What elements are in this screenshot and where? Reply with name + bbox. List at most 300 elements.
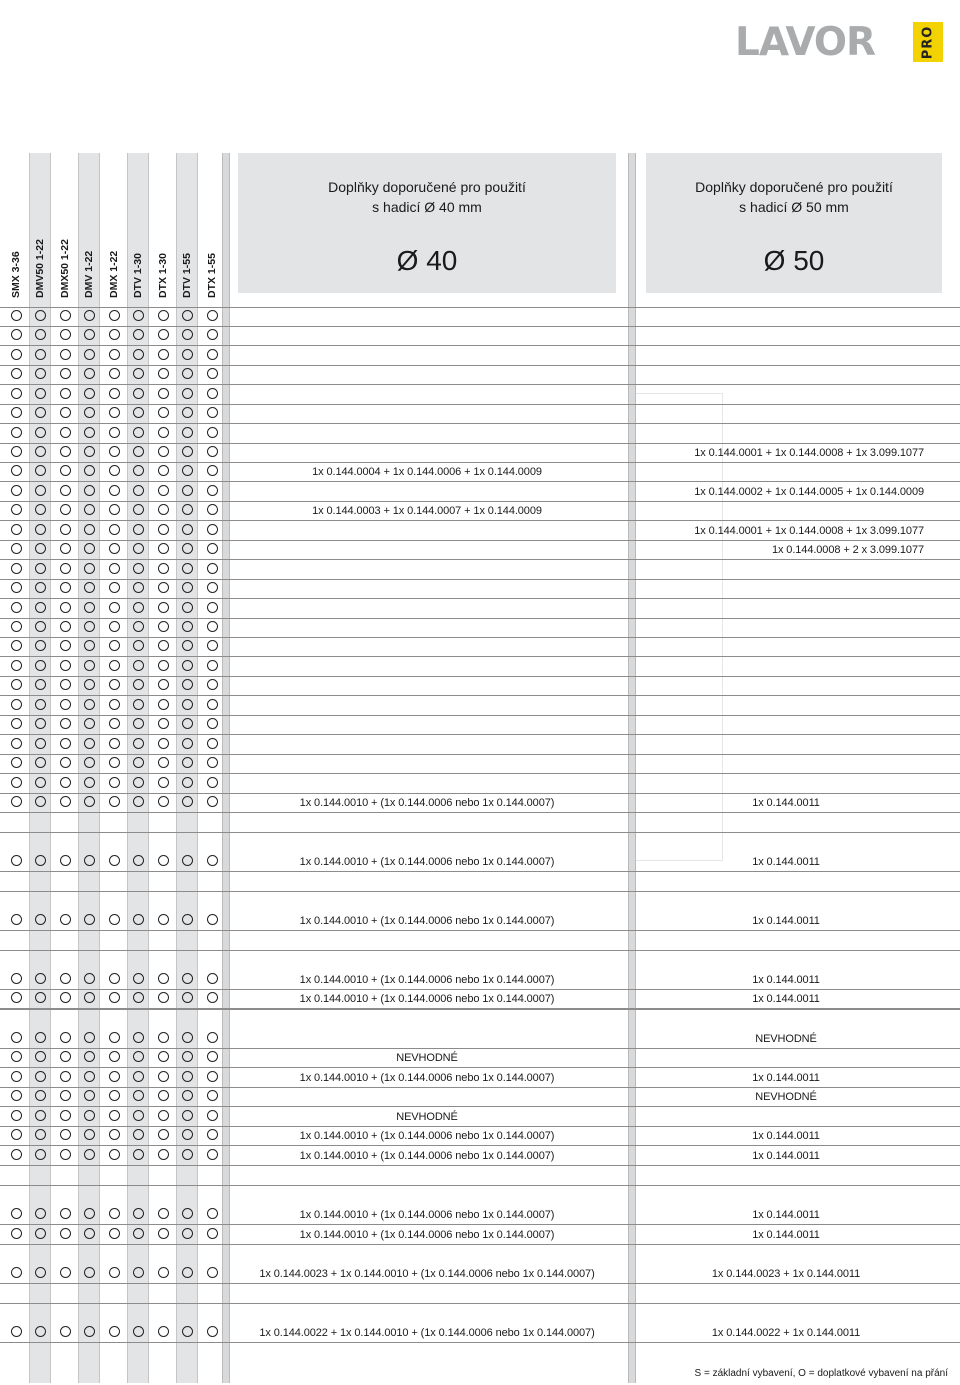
option-mark-icon — [28, 992, 53, 1003]
option-mark-icon — [151, 1267, 176, 1278]
option-mark-icon — [175, 329, 200, 340]
option-mark-icon — [102, 914, 127, 925]
option-mark-icon — [102, 602, 127, 613]
option-mark-icon — [4, 796, 29, 807]
table-row — [0, 794, 960, 813]
option-mark-icon — [126, 621, 151, 632]
option-mark-icon — [77, 1032, 102, 1043]
option-mark-icon — [151, 1090, 176, 1101]
option-mark-icon — [200, 1208, 225, 1219]
option-mark-icon — [4, 407, 29, 418]
option-mark-icon — [102, 1267, 127, 1278]
option-mark-icon — [175, 582, 200, 593]
accessory-d50: 1x 0.144.0011 — [752, 993, 820, 1005]
model-header: DMV 1-22 — [83, 250, 95, 298]
option-mark-icon — [77, 777, 102, 788]
option-mark-icon — [175, 718, 200, 729]
option-mark-icon — [102, 1149, 127, 1160]
option-mark-icon — [4, 679, 29, 690]
accessory-d40: 1x 0.144.0010 + (1x 0.144.0006 nebo 1x 0.144.0007) — [299, 1130, 555, 1142]
option-mark-icon — [53, 1326, 78, 1337]
option-mark-icon — [200, 1051, 225, 1062]
option-mark-icon — [53, 427, 78, 438]
option-mark-icon — [28, 660, 53, 671]
option-mark-icon — [53, 1129, 78, 1140]
option-mark-icon — [77, 602, 102, 613]
option-mark-icon — [200, 914, 225, 925]
option-mark-icon — [28, 1032, 53, 1043]
option-mark-icon — [200, 563, 225, 574]
option-mark-icon — [151, 349, 176, 360]
accessory-d50: 1x 0.144.0001 + 1x 0.144.0008 + 1x 3.099.1077 — [694, 447, 924, 459]
option-mark-icon — [126, 329, 151, 340]
option-mark-icon — [77, 679, 102, 690]
table-row — [0, 775, 960, 794]
brand-badge: PRO — [913, 22, 943, 62]
table-row — [0, 619, 960, 638]
option-mark-icon — [151, 388, 176, 399]
accessory-d50: 1x 0.144.0011 — [752, 797, 820, 809]
option-mark-icon — [175, 621, 200, 632]
option-mark-icon — [77, 563, 102, 574]
option-mark-icon — [102, 1129, 127, 1140]
option-mark-icon — [200, 524, 225, 535]
option-mark-icon — [102, 679, 127, 690]
option-mark-icon — [28, 777, 53, 788]
table-row — [0, 327, 960, 346]
option-mark-icon — [200, 1032, 225, 1043]
option-mark-icon — [126, 504, 151, 515]
option-mark-icon — [200, 1090, 225, 1101]
accessory-d40: 1x 0.144.0010 + (1x 0.144.0006 nebo 1x 0.144.0007) — [299, 1072, 555, 1084]
option-mark-icon — [126, 1090, 151, 1101]
option-mark-icon — [28, 485, 53, 496]
option-mark-icon — [175, 640, 200, 651]
option-mark-icon — [151, 992, 176, 1003]
option-mark-icon — [28, 329, 53, 340]
option-mark-icon — [151, 407, 176, 418]
option-mark-icon — [102, 465, 127, 476]
option-mark-icon — [126, 563, 151, 574]
accessory-d40: NEVHODNÉ — [396, 1111, 458, 1123]
option-mark-icon — [200, 485, 225, 496]
option-mark-icon — [53, 796, 78, 807]
option-mark-icon — [53, 738, 78, 749]
option-mark-icon — [28, 796, 53, 807]
option-mark-icon — [151, 310, 176, 321]
row-separator — [0, 832, 960, 833]
model-header: SMX 3-36 — [10, 251, 22, 298]
option-mark-icon — [200, 1110, 225, 1121]
option-mark-icon — [151, 524, 176, 535]
option-mark-icon — [28, 310, 53, 321]
option-mark-icon — [151, 1110, 176, 1121]
table-row — [0, 1147, 960, 1166]
option-mark-icon — [200, 855, 225, 866]
option-mark-icon — [4, 543, 29, 554]
option-mark-icon — [175, 1090, 200, 1101]
option-mark-icon — [200, 1326, 225, 1337]
model-header: DMX50 1-22 — [59, 239, 71, 298]
option-mark-icon — [28, 1110, 53, 1121]
table-row — [0, 308, 960, 327]
accessory-d40: 1x 0.144.0010 + (1x 0.144.0006 nebo 1x 0.144.0007) — [299, 1150, 555, 1162]
option-mark-icon — [175, 368, 200, 379]
option-mark-icon — [175, 992, 200, 1003]
option-mark-icon — [102, 718, 127, 729]
option-mark-icon — [126, 543, 151, 554]
option-mark-icon — [77, 914, 102, 925]
option-mark-icon — [151, 660, 176, 671]
option-mark-icon — [102, 1326, 127, 1337]
option-mark-icon — [126, 679, 151, 690]
option-mark-icon — [77, 446, 102, 457]
accessory-d40: 1x 0.144.0010 + (1x 0.144.0006 nebo 1x 0.144.0007) — [299, 974, 555, 986]
option-mark-icon — [151, 699, 176, 710]
option-mark-icon — [28, 757, 53, 768]
option-mark-icon — [151, 329, 176, 340]
header-d40-line2: s hadicí Ø 40 mm — [372, 199, 482, 215]
option-mark-icon — [102, 1071, 127, 1082]
option-mark-icon — [53, 973, 78, 984]
table-row — [0, 425, 960, 444]
table-row — [0, 444, 960, 463]
option-mark-icon — [102, 1110, 127, 1121]
model-header: DTX 1-55 — [206, 253, 218, 298]
option-mark-icon — [53, 407, 78, 418]
option-mark-icon — [4, 777, 29, 788]
option-mark-icon — [126, 660, 151, 671]
table-row — [0, 1127, 960, 1146]
option-mark-icon — [28, 427, 53, 438]
accessory-d40: 1x 0.144.0023 + 1x 0.144.0010 + (1x 0.144.0006 nebo 1x 0.144.0007) — [259, 1268, 595, 1280]
option-mark-icon — [126, 914, 151, 925]
option-mark-icon — [151, 563, 176, 574]
option-mark-icon — [4, 1129, 29, 1140]
option-mark-icon — [175, 524, 200, 535]
option-mark-icon — [102, 563, 127, 574]
option-mark-icon — [200, 777, 225, 788]
option-mark-icon — [175, 349, 200, 360]
option-mark-icon — [4, 1051, 29, 1062]
option-mark-icon — [4, 427, 29, 438]
option-mark-icon — [175, 660, 200, 671]
option-mark-icon — [102, 1208, 127, 1219]
option-mark-icon — [102, 699, 127, 710]
option-mark-icon — [200, 329, 225, 340]
option-mark-icon — [77, 388, 102, 399]
option-mark-icon — [77, 427, 102, 438]
option-mark-icon — [28, 679, 53, 690]
option-mark-icon — [126, 796, 151, 807]
option-mark-icon — [102, 349, 127, 360]
option-mark-icon — [200, 796, 225, 807]
row-separator — [0, 307, 960, 308]
option-mark-icon — [151, 973, 176, 984]
option-mark-icon — [126, 1267, 151, 1278]
option-mark-icon — [102, 388, 127, 399]
table-row — [0, 1030, 960, 1049]
option-mark-icon — [200, 1129, 225, 1140]
option-mark-icon — [175, 563, 200, 574]
option-mark-icon — [102, 329, 127, 340]
table-row — [0, 736, 960, 755]
option-mark-icon — [102, 485, 127, 496]
option-mark-icon — [126, 1149, 151, 1160]
table-row — [0, 1265, 960, 1284]
table-row — [0, 912, 960, 931]
option-mark-icon — [102, 407, 127, 418]
accessory-d40: 1x 0.144.0010 + (1x 0.144.0006 nebo 1x 0.144.0007) — [299, 1209, 555, 1221]
option-mark-icon — [175, 777, 200, 788]
option-mark-icon — [28, 524, 53, 535]
accessory-d40: 1x 0.144.0010 + (1x 0.144.0006 nebo 1x 0.144.0007) — [299, 1229, 555, 1241]
option-mark-icon — [126, 446, 151, 457]
option-mark-icon — [53, 602, 78, 613]
accessory-d40: 1x 0.144.0003 + 1x 0.144.0007 + 1x 0.144.0009 — [312, 505, 542, 517]
accessory-d50: 1x 0.144.0001 + 1x 0.144.0008 + 1x 3.099.1077 — [694, 525, 924, 537]
table-row — [0, 1206, 960, 1225]
accessory-d50: 1x 0.144.0023 + 1x 0.144.0011 — [711, 1268, 861, 1280]
option-mark-icon — [175, 738, 200, 749]
table-row — [0, 1226, 960, 1245]
option-mark-icon — [77, 329, 102, 340]
table-row — [0, 1049, 960, 1068]
option-mark-icon — [77, 992, 102, 1003]
option-mark-icon — [53, 640, 78, 651]
option-mark-icon — [4, 329, 29, 340]
option-mark-icon — [126, 973, 151, 984]
option-mark-icon — [102, 973, 127, 984]
option-mark-icon — [126, 1228, 151, 1239]
option-mark-icon — [200, 992, 225, 1003]
option-mark-icon — [4, 699, 29, 710]
option-mark-icon — [175, 757, 200, 768]
option-mark-icon — [77, 543, 102, 554]
option-mark-icon — [102, 1228, 127, 1239]
option-mark-icon — [28, 504, 53, 515]
option-mark-icon — [4, 640, 29, 651]
option-mark-icon — [53, 1228, 78, 1239]
model-header: DTV 1-55 — [181, 253, 193, 298]
option-mark-icon — [53, 368, 78, 379]
option-mark-icon — [77, 368, 102, 379]
option-mark-icon — [53, 914, 78, 925]
accessory-d50: NEVHODNÉ — [755, 1091, 817, 1103]
option-mark-icon — [200, 1071, 225, 1082]
model-header: DTV 1-30 — [132, 253, 144, 298]
option-mark-icon — [53, 1051, 78, 1062]
option-mark-icon — [200, 1267, 225, 1278]
option-mark-icon — [151, 446, 176, 457]
option-mark-icon — [126, 465, 151, 476]
option-mark-icon — [77, 1326, 102, 1337]
accessory-d40: 1x 0.144.0010 + (1x 0.144.0006 nebo 1x 0.144.0007) — [299, 915, 555, 927]
accessory-d40: 1x 0.144.0010 + (1x 0.144.0006 nebo 1x 0.144.0007) — [299, 993, 555, 1005]
option-mark-icon — [151, 368, 176, 379]
accessory-d40: 1x 0.144.0010 + (1x 0.144.0006 nebo 1x 0.144.0007) — [299, 797, 555, 809]
option-mark-icon — [77, 1071, 102, 1082]
accessory-d40: 1x 0.144.0022 + 1x 0.144.0010 + (1x 0.144.0006 nebo 1x 0.144.0007) — [259, 1327, 595, 1339]
table-row — [0, 658, 960, 677]
option-mark-icon — [4, 582, 29, 593]
option-mark-icon — [4, 855, 29, 866]
option-mark-icon — [151, 602, 176, 613]
option-mark-icon — [151, 1228, 176, 1239]
option-mark-icon — [200, 310, 225, 321]
row-separator — [0, 1185, 960, 1186]
table-row — [0, 971, 960, 990]
option-mark-icon — [175, 796, 200, 807]
option-mark-icon — [4, 1208, 29, 1219]
table-row — [0, 716, 960, 735]
option-mark-icon — [151, 504, 176, 515]
option-mark-icon — [4, 524, 29, 535]
option-mark-icon — [53, 1208, 78, 1219]
accessory-d50: 1x 0.144.0011 — [752, 1072, 820, 1084]
option-mark-icon — [175, 914, 200, 925]
accessory-d50: 1x 0.144.0011 — [752, 915, 820, 927]
option-mark-icon — [151, 1326, 176, 1337]
option-mark-icon — [4, 621, 29, 632]
option-mark-icon — [151, 640, 176, 651]
option-mark-icon — [175, 1149, 200, 1160]
header-d40 — [238, 153, 616, 293]
option-mark-icon — [151, 1149, 176, 1160]
option-mark-icon — [175, 407, 200, 418]
option-mark-icon — [175, 1110, 200, 1121]
option-mark-icon — [102, 757, 127, 768]
option-mark-icon — [4, 914, 29, 925]
option-mark-icon — [53, 349, 78, 360]
option-mark-icon — [102, 427, 127, 438]
option-mark-icon — [28, 973, 53, 984]
row-separator — [0, 891, 960, 892]
option-mark-icon — [53, 582, 78, 593]
table-row — [0, 386, 960, 405]
option-mark-icon — [28, 1149, 53, 1160]
option-mark-icon — [175, 446, 200, 457]
option-mark-icon — [126, 602, 151, 613]
accessory-d50: 1x 0.144.0002 + 1x 0.144.0005 + 1x 0.144.0009 — [694, 486, 924, 498]
option-mark-icon — [4, 738, 29, 749]
option-mark-icon — [151, 543, 176, 554]
option-mark-icon — [4, 602, 29, 613]
option-mark-icon — [28, 368, 53, 379]
accessory-d40: 1x 0.144.0010 + (1x 0.144.0006 nebo 1x 0.144.0007) — [299, 856, 555, 868]
option-mark-icon — [102, 992, 127, 1003]
option-mark-icon — [102, 368, 127, 379]
option-mark-icon — [126, 407, 151, 418]
option-mark-icon — [28, 1228, 53, 1239]
option-mark-icon — [200, 621, 225, 632]
option-mark-icon — [151, 914, 176, 925]
table-row — [0, 405, 960, 424]
option-mark-icon — [151, 679, 176, 690]
option-mark-icon — [175, 1129, 200, 1140]
option-mark-icon — [77, 1228, 102, 1239]
option-mark-icon — [175, 699, 200, 710]
option-mark-icon — [53, 388, 78, 399]
option-mark-icon — [175, 465, 200, 476]
option-mark-icon — [151, 757, 176, 768]
option-mark-icon — [126, 757, 151, 768]
option-mark-icon — [53, 1071, 78, 1082]
option-mark-icon — [151, 1051, 176, 1062]
option-mark-icon — [77, 310, 102, 321]
option-mark-icon — [200, 1149, 225, 1160]
option-mark-icon — [200, 543, 225, 554]
option-mark-icon — [4, 973, 29, 984]
option-mark-icon — [175, 1208, 200, 1219]
option-mark-icon — [77, 582, 102, 593]
option-mark-icon — [175, 1032, 200, 1043]
option-mark-icon — [77, 1208, 102, 1219]
row-separator — [0, 1342, 960, 1343]
option-mark-icon — [4, 368, 29, 379]
option-mark-icon — [77, 1267, 102, 1278]
option-mark-icon — [151, 621, 176, 632]
option-mark-icon — [77, 621, 102, 632]
option-mark-icon — [175, 1071, 200, 1082]
table-row — [0, 1108, 960, 1127]
option-mark-icon — [126, 640, 151, 651]
option-mark-icon — [151, 1071, 176, 1082]
option-mark-icon — [77, 699, 102, 710]
option-mark-icon — [175, 504, 200, 515]
option-mark-icon — [102, 582, 127, 593]
option-mark-icon — [126, 1051, 151, 1062]
option-mark-icon — [77, 349, 102, 360]
option-mark-icon — [200, 407, 225, 418]
option-mark-icon — [175, 1267, 200, 1278]
option-mark-icon — [151, 465, 176, 476]
option-mark-icon — [200, 738, 225, 749]
option-mark-icon — [102, 1032, 127, 1043]
option-mark-icon — [53, 485, 78, 496]
accessory-d50: 1x 0.144.0011 — [752, 1150, 820, 1162]
option-mark-icon — [53, 465, 78, 476]
option-mark-icon — [102, 446, 127, 457]
header-d40-line1: Doplňky doporučené pro použití — [328, 179, 526, 195]
option-mark-icon — [28, 1326, 53, 1337]
header-d50-line2: s hadicí Ø 50 mm — [739, 199, 849, 215]
row-separator — [0, 1244, 960, 1245]
option-mark-icon — [28, 407, 53, 418]
option-mark-icon — [126, 1110, 151, 1121]
option-mark-icon — [102, 1051, 127, 1062]
option-mark-icon — [175, 602, 200, 613]
option-mark-icon — [4, 992, 29, 1003]
option-mark-icon — [28, 349, 53, 360]
option-mark-icon — [28, 543, 53, 554]
option-mark-icon — [102, 524, 127, 535]
option-mark-icon — [4, 563, 29, 574]
option-mark-icon — [53, 524, 78, 535]
option-mark-icon — [28, 621, 53, 632]
option-mark-icon — [4, 465, 29, 476]
option-mark-icon — [151, 738, 176, 749]
option-mark-icon — [77, 757, 102, 768]
option-mark-icon — [4, 660, 29, 671]
option-mark-icon — [28, 1129, 53, 1140]
row-separator — [0, 1009, 960, 1010]
option-mark-icon — [4, 310, 29, 321]
model-header: DTX 1-30 — [157, 253, 169, 298]
option-mark-icon — [126, 855, 151, 866]
option-mark-icon — [28, 602, 53, 613]
option-mark-icon — [200, 757, 225, 768]
